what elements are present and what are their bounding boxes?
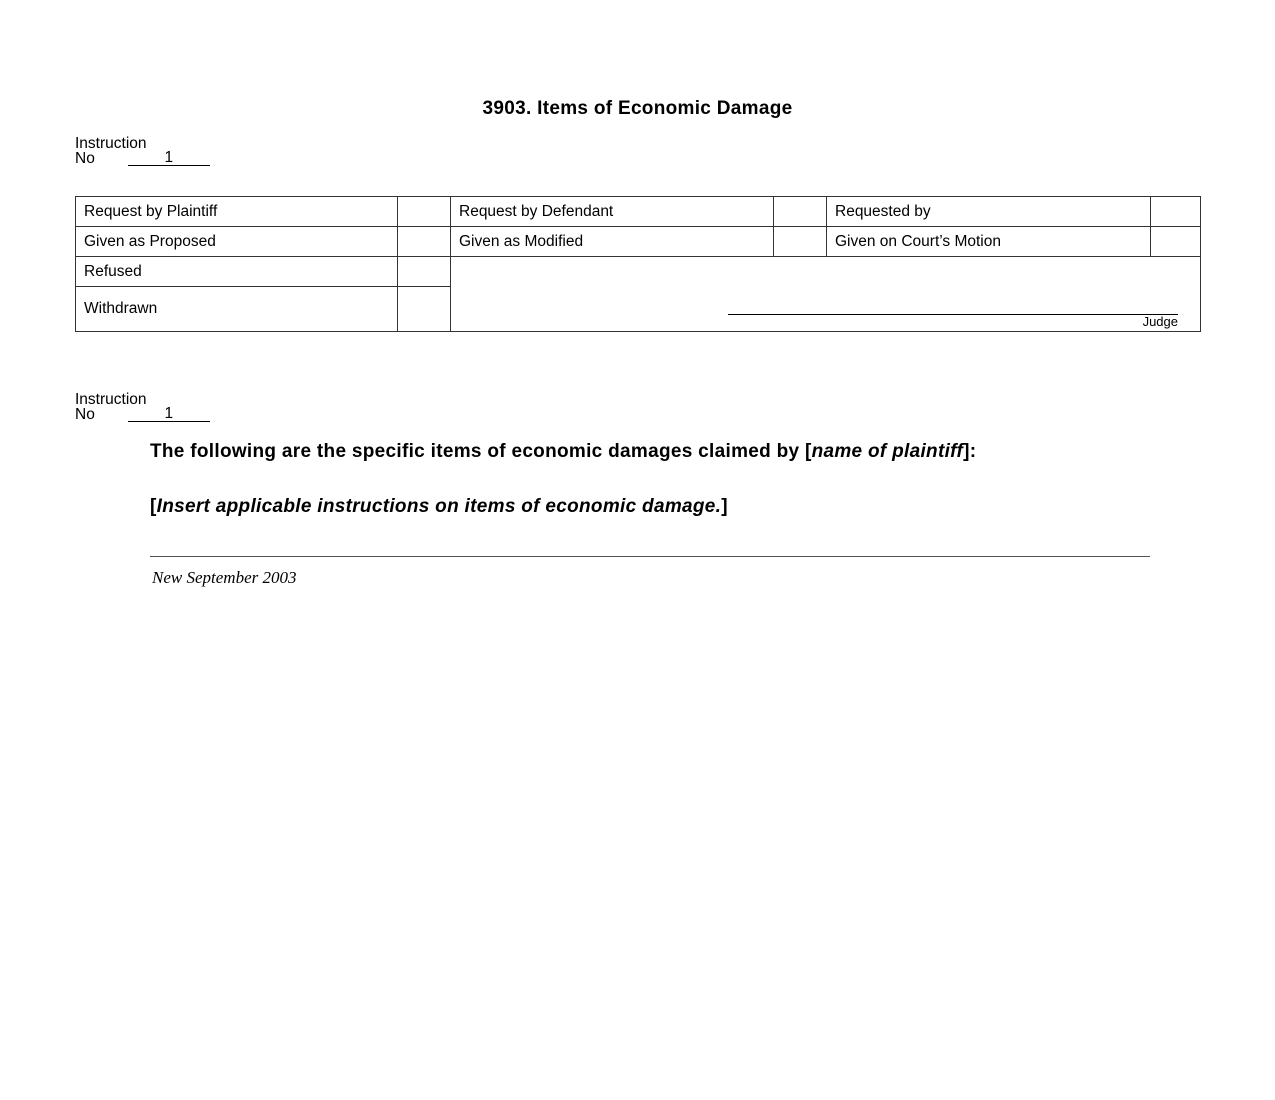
no-label: No xyxy=(75,150,95,167)
withdrawn-checkbox[interactable] xyxy=(398,287,451,332)
no-label: No xyxy=(75,406,95,423)
insert-instructions-placeholder: Insert applicable instructions on items of economic damage. xyxy=(156,496,722,517)
requested-by-label: Requested by xyxy=(827,197,1151,227)
para2-text-end: ] xyxy=(721,496,728,517)
instruction-number-field[interactable]: 1 xyxy=(128,407,210,422)
judge-label: Judge xyxy=(1142,314,1178,329)
instruction-number-body xyxy=(75,392,210,422)
instruction-paragraph-1 xyxy=(150,442,1130,462)
request-by-defendant-label: Request by Defendant xyxy=(451,197,774,227)
revision-note: New September 2003 xyxy=(152,568,297,587)
requested-by-checkbox[interactable] xyxy=(1151,197,1201,227)
instruction-number-header xyxy=(75,136,210,166)
given-on-courts-motion-checkbox[interactable] xyxy=(1151,227,1201,257)
plaintiff-name-placeholder: name of plaintiff xyxy=(811,441,964,462)
para1-text-start: The following are the specific items of economic damages claimed by [ xyxy=(150,441,812,462)
instruction-number-field[interactable]: 1 xyxy=(128,151,210,166)
table-row xyxy=(76,227,1201,257)
table-row xyxy=(76,197,1201,227)
given-as-proposed-checkbox[interactable] xyxy=(398,227,451,257)
table-row xyxy=(76,257,1201,287)
instruction-label: Instruction xyxy=(75,135,147,152)
refused-label: Refused xyxy=(76,257,398,287)
instruction-paragraph-2 xyxy=(150,497,1130,517)
withdrawn-label: Withdrawn xyxy=(76,287,398,332)
request-by-defendant-checkbox[interactable] xyxy=(774,197,827,227)
given-as-modified-label: Given as Modified xyxy=(451,227,774,257)
status-table xyxy=(75,196,1201,332)
page-title: 3903. Items of Economic Damage xyxy=(482,98,793,119)
given-as-proposed-label: Given as Proposed xyxy=(76,227,398,257)
instruction-label: Instruction xyxy=(75,391,147,408)
para2-text-start: [ xyxy=(150,496,157,517)
given-on-courts-motion-label: Given on Court’s Motion xyxy=(827,227,1151,257)
request-by-plaintiff-checkbox[interactable] xyxy=(398,197,451,227)
judge-signature-line[interactable] xyxy=(728,314,1178,315)
request-by-plaintiff-label: Request by Plaintiff xyxy=(76,197,398,227)
para1-text-end: ]: xyxy=(963,441,977,462)
judge-signature-area xyxy=(451,257,1201,332)
given-as-modified-checkbox[interactable] xyxy=(774,227,827,257)
horizontal-divider xyxy=(150,556,1150,557)
refused-checkbox[interactable] xyxy=(398,257,451,287)
